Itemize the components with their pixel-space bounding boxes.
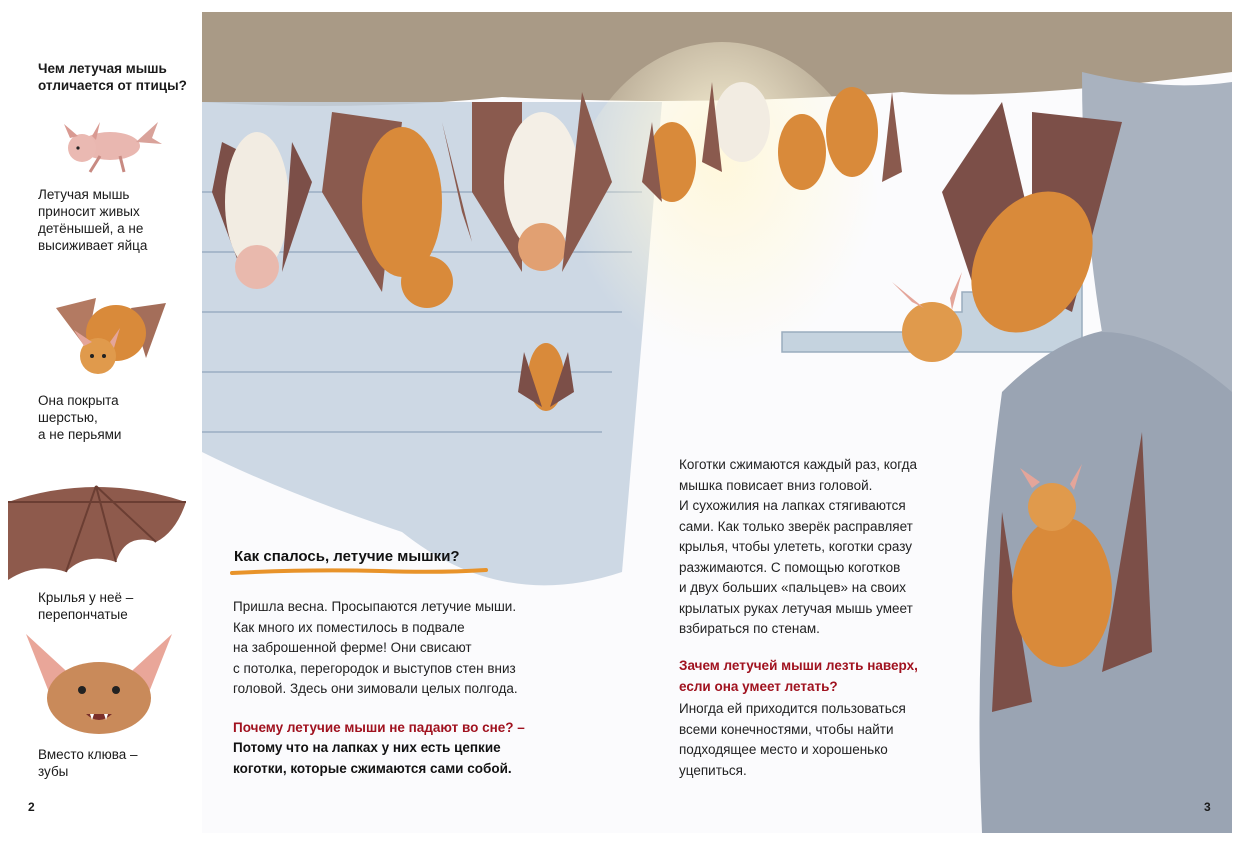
- sidebar-caption-2: Она покрыта шерстью, а не перьями: [38, 393, 122, 442]
- bat-face-illustration: [16, 630, 182, 738]
- sidebar-title: Чем летучая мышь отличается от птицы?: [38, 61, 187, 93]
- sidebar: [0, 0, 200, 853]
- furry-bat-illustration: [36, 278, 176, 388]
- baby-bat-illustration: [40, 108, 165, 178]
- sidebar-caption-3: Крылья у неё – перепончатые: [38, 590, 134, 622]
- left-paragraph: Пришла весна. Просыпаются летучие мыши. Как много их поместилось в подвале на заброшенной ферме! Они свисают с потолка, перегородок и выступов стен вниз головой. Здесь они зимовали целых полгода.: [233, 599, 518, 696]
- right-answer: Иногда ей приходится пользоваться всеми конечностями, чтобы найти подходящее место и хорошенько уцепиться.: [679, 701, 906, 778]
- left-answer: Потому что на лапках у них есть цепкие коготки, которые сжимаются сами собой.: [233, 740, 512, 776]
- right-question: Зачем летучей мыши лезть наверх, если она умеет летать?: [679, 658, 918, 694]
- wing-illustration: [6, 462, 190, 584]
- sidebar-caption-1: Летучая мышь приносит живых детёнышей, а не высиживает яйца: [38, 187, 148, 253]
- page-number-left: 2: [28, 800, 35, 814]
- section-heading: Как спалось, летучие мышки?: [234, 548, 460, 565]
- right-paragraph: Коготки сжимаются каждый раз, когда мышка повисает вниз головой. И сухожилия на лапках стягиваются сами. Как только зверёк расправляет крылья, чтобы улететь, коготки сразу разжимаются. С помощью коготков и двух больших «пальцев» на своих крылатых руках летучая мышь умеет взбираться по стенам.: [679, 457, 917, 636]
- left-question: Почему летучие мыши не падают во сне? –: [233, 720, 525, 735]
- sidebar-caption-4: Вместо клюва – зубы: [38, 747, 138, 779]
- heading-underline: [230, 567, 488, 577]
- page-number-right: 3: [1204, 800, 1211, 814]
